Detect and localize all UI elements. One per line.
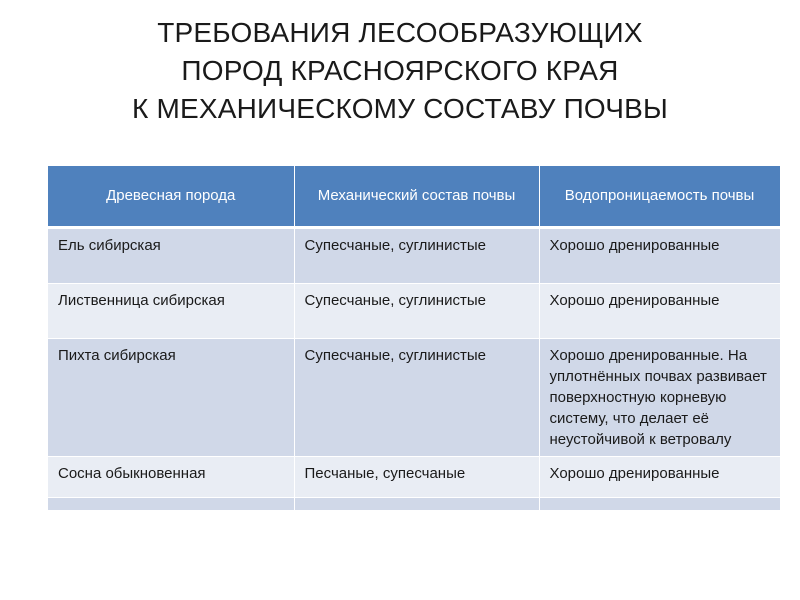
cell-soil-composition: Песчаные, супесчаные [294, 457, 539, 498]
title-line-2: ПОРОД КРАСНОЯРСКОГО КРАЯ [181, 55, 619, 86]
cell-water-permeability: Хорошо дренированные [539, 284, 780, 339]
cell-tree-species: Лиственница сибирская [48, 284, 294, 339]
table-row [48, 228, 780, 284]
title-line-3: К МЕХАНИЧЕСКОМУ СОСТАВУ ПОЧВЫ [131, 93, 669, 124]
cell-soil-composition: Супесчаные, суглинистые [294, 339, 539, 457]
table-row-empty [48, 498, 780, 511]
cell-empty [48, 498, 294, 511]
cell-tree-species: Сосна обыкновенная [48, 457, 294, 498]
table-row [48, 457, 780, 498]
cell-soil-composition: Супесчаные, суглинистые [294, 228, 539, 284]
title-line-1: ТРЕБОВАНИЯ ЛЕСООБРАЗУЮЩИХ [157, 17, 643, 48]
slide-title [0, 14, 800, 128]
cell-empty [539, 498, 780, 511]
cell-empty [294, 498, 539, 511]
header-soil-composition: Механический состав почвы [294, 166, 539, 228]
cell-water-permeability: Хорошо дренированные. На уплотнённых почвах развивает поверхностную корневую систему, что делает её неустойчивой к ветровалу [539, 339, 780, 457]
header-tree-species: Древесная порода [48, 166, 294, 228]
table-header-row [48, 166, 780, 228]
cell-water-permeability: Хорошо дренированные [539, 228, 780, 284]
cell-tree-species: Пихта сибирская [48, 339, 294, 457]
soil-requirements-table [48, 166, 781, 511]
cell-water-permeability: Хорошо дренированные [539, 457, 780, 498]
cell-soil-composition: Супесчаные, суглинистые [294, 284, 539, 339]
header-water-permeability: Водопроницаемость почвы [539, 166, 780, 228]
table-row [48, 339, 780, 457]
cell-tree-species: Ель сибирская [48, 228, 294, 284]
table-row [48, 284, 780, 339]
